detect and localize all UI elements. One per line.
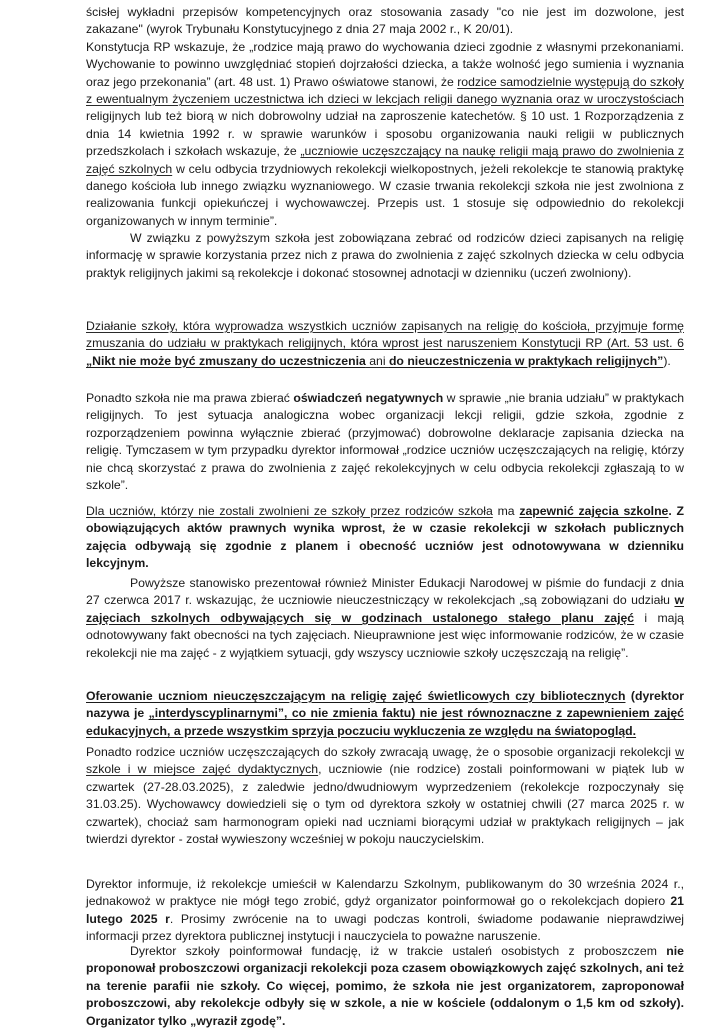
paragraph-director-priest	[86, 943, 684, 1030]
bold-underlined-run: Oferowanie uczniom nieuczęszczającym na religię zajęć świetlicowych czy bibliotecznych	[86, 689, 626, 703]
paragraph-forcing-participation	[86, 318, 684, 370]
paragraph-text: W związku z powyższym szkoła jest zobowiązana zebrać od rodziców dzieci zapisanych na religię informację w sprawie korzystania przez nich z prawa do zwolnienia z zajęć szkolnych dziecka w celu odbycia praktyk religijnych jakimi są rekolekcje i dokonać stosownej adnotacji w dzienniku (uczeń zwolniony).	[86, 231, 684, 280]
paragraph-parents-notice	[86, 744, 684, 848]
text-run: Ponadto rodzice uczniów uczęszczających do szkoły zwracają uwagę, że o sposobie organizacji rekolekcji	[86, 745, 676, 759]
underlined-run: Działanie szkoły, która wyprowadza wszystkich uczniów zapisanych na religię do kościoła, przyjmuje formę zmuszania do udziału w praktykach religijnych, która wprost jest naruszeniem Konstytucji RP (Art. 53 ust. 6	[86, 319, 684, 351]
text-run: Powyższe stanowisko prezentował również Minister Edukacji Narodowej w piśmie do fundacji z dnia 27 czerwca 2017 r. wskazując, że uczniowie nieuczestniczący w rekolekcjach „są zobowiązani do udziału	[86, 576, 684, 608]
text-run: i mają odnotowywany fakt obecności na tych zajęciach. Nieuprawnione jest więc informowanie rodziców, że w czasie rekolekcji nie ma zajęć - z wyjątkiem sytuacji, gdy wszyscy uczniowie szkoły uczęszczają na religię”.	[86, 610, 684, 660]
bold-underlined-run: w zajęciach szkolnych odbywających się w godzinach ustalonego stałego planu zajęć	[86, 593, 684, 625]
paragraph-alternative-activities	[86, 688, 684, 740]
bold-underlined-run: zapewnić zajęcia szkolne	[519, 504, 669, 518]
paragraph-school-calendar	[86, 876, 684, 946]
text-run: religijnych lub też biorą w nich dobrowolny udział na zaproszenie katechetów. § 10 ust. 1 Rozporządzenia z dnia 14 kwietnia 1992 r. w sprawie warunków i sposobu organizowania nauki religii w publicznych przedszkolach i szkołach wskazuje, że	[86, 109, 684, 159]
underlined-run: Dla uczniów, którzy nie zostali zwolnieni ze szkoły przez rodziców szkoła	[86, 504, 493, 518]
text-run: Konstytucja RP wskazuje, że „rodzice mają prawo do wychowania dzieci zgodnie z własnymi przekonaniami. Wychowanie to powinno uwzględniać stopień dojrzałości dziecka, a także wolność jego sumienia i wyznania oraz jego przekonania” (art. 48 ust. 1) Prawo oświatowe stanowi, że	[86, 39, 684, 89]
underlined-run: rodzice samodzielnie występują do szkoły z ewentualnym życzeniem uczestnictwa ich dzieci w lekcjach religii danego wyznania oraz w uroczystościach	[86, 74, 684, 107]
underlined-run: w szkole i w miejsce zajęć dydaktycznych	[86, 745, 684, 777]
text-run: ścisłej wykładni przepisów kompetencyjnych oraz stosowania zasady "co nie jest im dozwolone, jest zakazane" (wyrok Trybunału Konstytucyjnego z dnia 27 maja 2002 r., K 20/01).	[86, 5, 684, 37]
bold-run: . Z obowiązujących aktów prawnych wynika wprost, że w czasie rekolekcji w szkołach publicznych zajęcia odbywają się zgodnie z planem i obecność uczniów jest odnotowywana w dzienniku lekcyjnym.	[86, 504, 684, 571]
paragraph-negative-statements	[86, 390, 684, 494]
bold-underlined-run: do nieuczestniczenia w praktykach religijnych”	[388, 353, 664, 368]
bold-underlined-run: „interdyscyplinarnymi”, co nie zmienia faktu) nie jest równoznaczne z zapewnieniem zajęć edukacyjnych, a przede wszystkim sprzyja poczuciu wykluczenia ze względu na światopogląd.	[86, 706, 684, 738]
bold-run: oświadczeń negatywnych	[293, 391, 444, 405]
text-run: Dyrektor szkoły poinformował fundację, iż w trakcie ustaleń osobistych z proboszczem	[130, 944, 667, 958]
text-run: w sprawie „nie brania udziału” w praktykach religijnych. To jest sytuacja analogiczna wobec organizacji lekcji religii, gdzie szkoła, zgodnie z rozporządzeniem powinna wyłącznie zbierać (przyjmować) dobrowolne deklaracje zapisania dziecka na religię. Tymczasem w tym przypadku dyrektor informował „rodzice uczniów uczęszczających na religię, którzy nie chcą skorzystać z prawa do zwolnienia z zajęć rekolekcyjnych w celu odbycia rekolekcji zgłaszają to w szkole”.	[86, 391, 685, 493]
bold-underlined-run: „Nikt nie może być zmuszany do uczestniczenia	[86, 353, 366, 368]
paragraph-school-classes	[86, 503, 684, 573]
bold-run: 21 lutego 2025 r	[86, 894, 684, 926]
document-page	[86, 0, 685, 1028]
paragraph-school-obligation	[86, 230, 684, 282]
bold-run: nie proponował proboszczowi organizacji rekolekcji poza czasem obowiązkowych zajęć szkolnych, ani też na terenie parafii nie szkoły. Co więcej, pomimo, że szkoła nie jest organizatorem, zaproponował proboszczowi, aby rekolekcje odbyły się w szkole, a nie w kościele (oddalonym o 1,5 km od szkoły). Organizator tylko „wyraził zgodę”.	[86, 944, 684, 1028]
underlined-run: „uczniowie uczęszczający na naukę religii mają prawo do zwolnienia z zajęć szkolnych	[86, 144, 684, 176]
text-run: Ponadto szkoła nie ma prawa zbierać	[86, 391, 294, 405]
text-run: . Prosimy zwrócenie na to uwagi podczas kontroli, świadome podawanie nieprawdziwej informacji przez dyrektora publicznej instytucji i nauczyciela to poważne naruszenie.	[86, 911, 684, 944]
paragraph-constitution	[86, 4, 684, 230]
text-run: Dyrektor informuje, iż rekolekcje umieścił w Kalendarzu Szkolnym, publikowanym do 30 września 2024 r., jednakowoż w praktyce nie mógł tego zrobić, gdyż organizator poinformował go o rekolekcjach dopiero	[86, 877, 684, 909]
text-run: ma	[492, 504, 520, 518]
bold-run: (dyrektor nazywa je	[86, 689, 684, 721]
underlined-run: ani	[365, 353, 389, 368]
text-run: , uczniowie (nie rodzice) zostali poinformowani w piątek lub w czwartek (27-28.03.2025), z zaledwie jedno/dwudniowym wyprzedzeniem (rekolekcje rozpoczynały się 31.03.25). Wychowawcy dowiedzieli się o tym od dyrektora szkoły w ostatniej chwili (27 marca 2025 r. w czwartek), chociaż sam harmonogram opieki nad uczniami biorącymi udział w praktykach religijnych – jak twierdzi dyrektor - został wywieszony wcześniej w pokoju nauczycielskim.	[86, 762, 684, 847]
text-run: ).	[663, 353, 671, 368]
text-run: w celu odbycia trzydniowych rekolekcji wielkopostnych, jeżeli rekolekcje te stanowią praktykę danego kościoła lub innego związku wyznaniowego. W czasie trwania rekolekcji szkoła nie jest zwolniona z realizowania funkcji opiekuńczej i wychowawczej. Przepis ust. 1 stosuje się odpowiednio do rekolekcji organizowanych w innym terminie”.	[86, 161, 684, 228]
paragraph-minister-position	[86, 575, 684, 662]
